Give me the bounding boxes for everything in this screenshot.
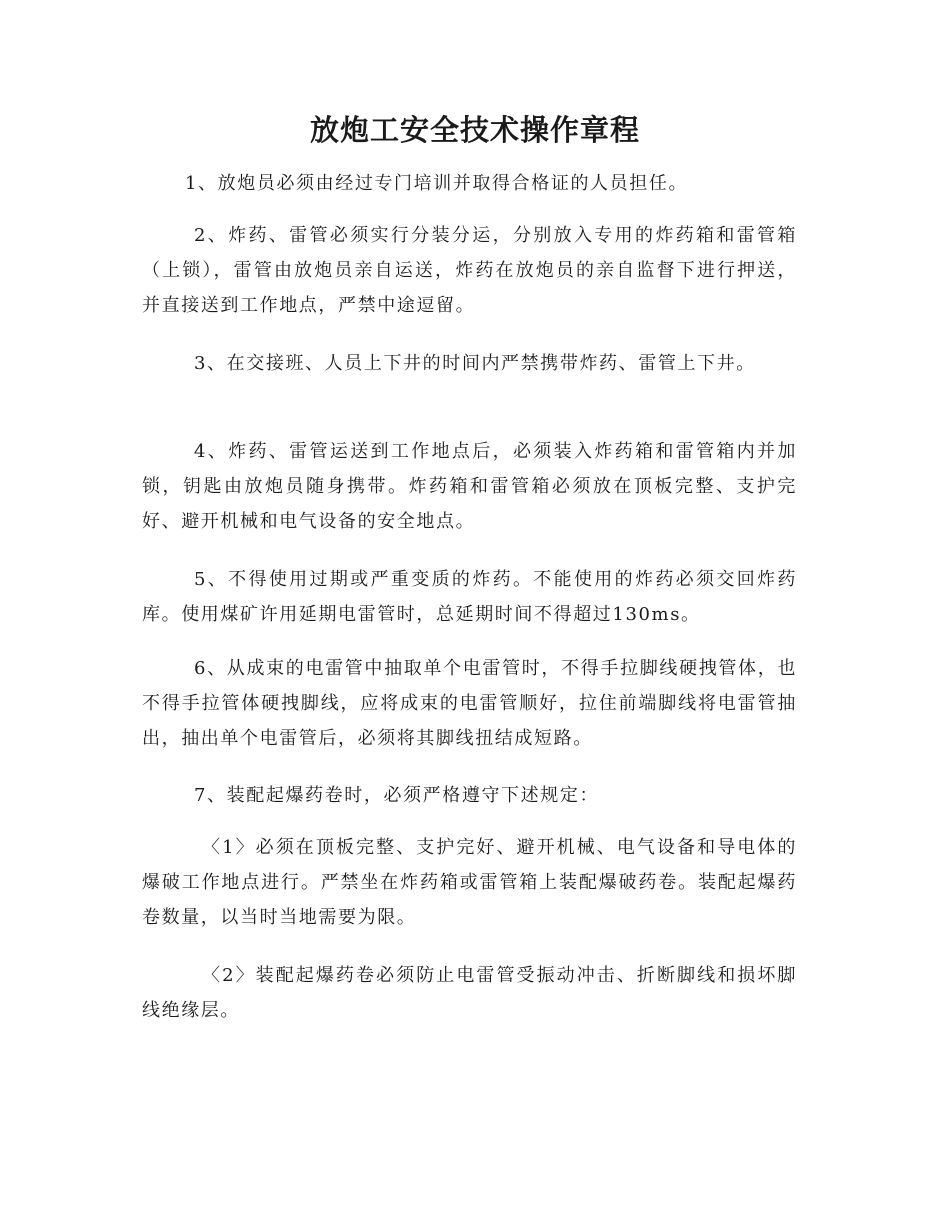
document-title: 放炮工安全技术操作章程	[309, 113, 640, 147]
paragraph-3: 3、在交接班、人员上下井的时间内严禁携带炸药、雷管上下井。	[194, 353, 756, 374]
paragraph-1: 1、放炮员必须由经过专门培训并取得合格证的人员担任。	[185, 173, 689, 194]
paragraph-2: 2、炸药、雷管必须实行分装分运，分别放入专用的炸药箱和雷管箱（上锁），雷管由放炮员亲自运送，炸药在放炮员的亲自监督下进行押送，并直接送到工作地点，严禁中途逗留。	[142, 225, 797, 316]
paragraph-5: 5、不得使用过期或严重变质的炸药。不能使用的炸药必须交回炸药库。使用煤矿许用延期电雷管时，总延期时间不得超过130ms。	[142, 569, 797, 625]
paragraph-4: 4、炸药、雷管运送到工作地点后，必须装入炸药箱和雷管箱内并加锁，钥匙由放炮员随身携带。炸药箱和雷管箱必须放在顶板完整、支护完好、避开机械和电气设备的安全地点。	[142, 441, 797, 532]
paragraph-7-item-1: 〈1〉必须在顶板完整、支护完好、避开机械、电气设备和导电体的爆破工作地点进行。严禁坐在炸药箱或雷管箱上装配爆破药卷。装配起爆药卷数量，以当时当地需要为限。	[142, 837, 797, 928]
paragraph-7: 7、装配起爆药卷时，必须严格遵守下述规定：	[194, 785, 600, 806]
paragraph-6: 6、从成束的电雷管中抽取单个电雷管时，不得手拉脚线硬拽管体，也不得手拉管体硬拽脚线，应将成束的电雷管顺好，拉住前端脚线将电雷管抽出，抽出单个电雷管后，必须将其脚线扭结成短路。	[142, 658, 797, 749]
paragraph-7-item-2: 〈2〉装配起爆药卷必须防止电雷管受振动冲击、折断脚线和损坏脚线绝缘层。	[142, 965, 797, 1021]
